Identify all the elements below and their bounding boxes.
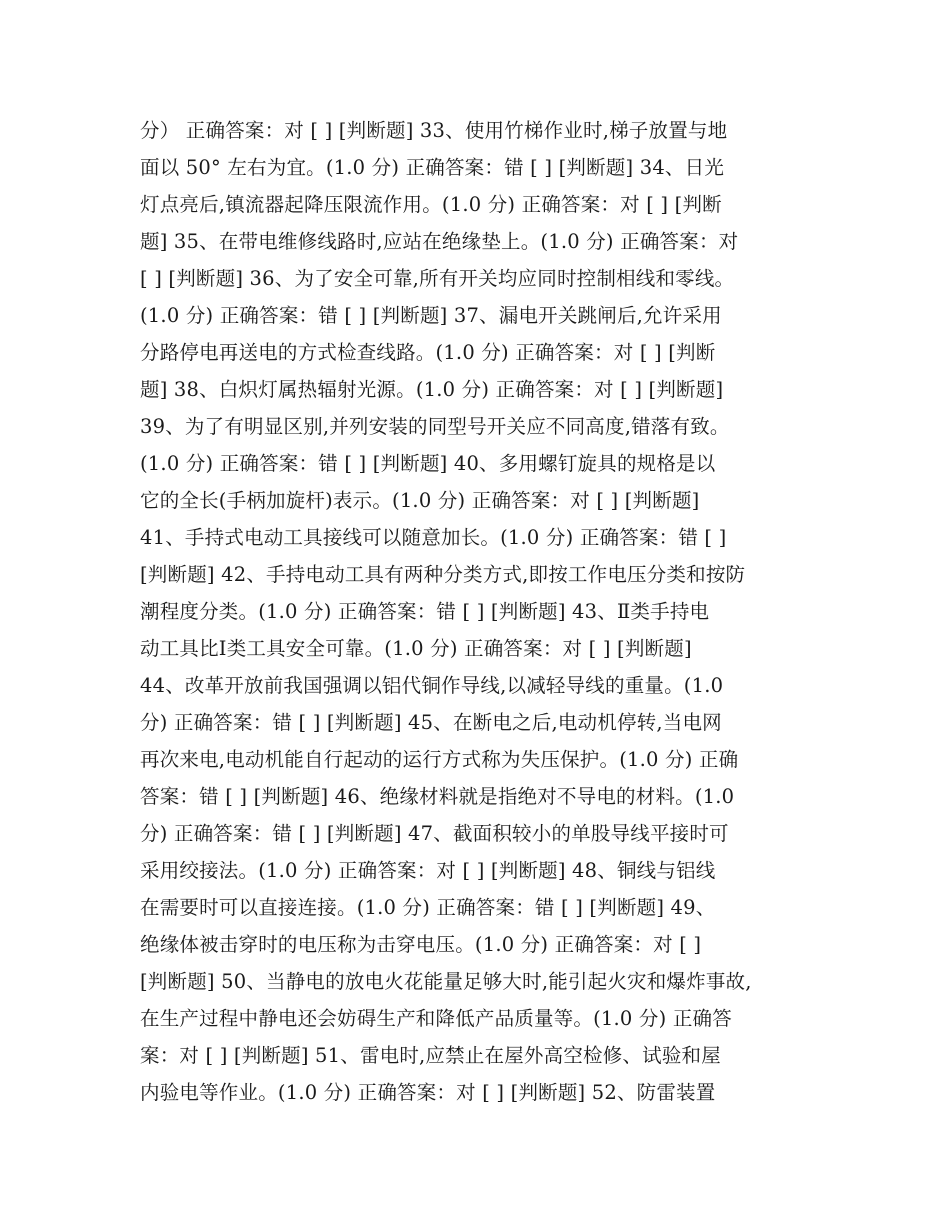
text-line: 分) 正确答案：错 [ ] [判断题] 47、截面积较小的单股导线平接时可 [140, 822, 729, 845]
text-line: 灯点亮后,镇流器起降压限流作用。(1.0 分) 正确答案：对 [ ] [判断 [140, 193, 722, 216]
text-line: (1.0 分) 正确答案：错 [ ] [判断题] 37、漏电开关跳闸后,允许采用 [140, 304, 722, 327]
text-line: 潮程度分类。(1.0 分) 正确答案：错 [ ] [判断题] 43、Ⅱ类手持电 [140, 600, 710, 623]
text-line: 44、改革开放前我国强调以铝代铜作导线,以减轻导线的重量。(1.0 [140, 674, 724, 697]
question-text-block [140, 112, 820, 1111]
text-line: 题] 38、白炽灯属热辐射光源。(1.0 分) 正确答案：对 [ ] [判断题] [140, 378, 724, 401]
text-line: 在需要时可以直接连接。(1.0 分) 正确答案：错 [ ] [判断题] 49、 [140, 896, 716, 919]
text-line: 39、为了有明显区别,并列安装的同型号开关应不同高度,错落有致。 [140, 415, 730, 438]
text-line: 分路停电再送电的方式检查线路。(1.0 分) 正确答案：对 [ ] [判断 [140, 341, 716, 364]
text-line: 它的全长(手柄加旋杆)表示。(1.0 分) 正确答案：对 [ ] [判断题] [140, 489, 700, 512]
text-line: [ ] [判断题] 36、为了安全可靠,所有开关均应同时控制相线和零线。 [140, 267, 735, 290]
text-line: 再次来电,电动机能自行起动的运行方式称为失压保护。(1.0 分) 正确 [140, 748, 739, 771]
text-line: 题] 35、在带电维修线路时,应站在绝缘垫上。(1.0 分) 正确答案：对 [140, 230, 739, 253]
text-line: (1.0 分) 正确答案：错 [ ] [判断题] 40、多用螺钉旋具的规格是以 [140, 452, 716, 475]
text-line: 面以 50° 左右为宜。(1.0 分) 正确答案：错 [ ] [判断题] 34、日光 [140, 156, 725, 179]
text-line: 分） 正确答案：对 [ ] [判断题] 33、使用竹梯作业时,梯子放置与地 [140, 119, 728, 142]
text-line: [判断题] 50、当静电的放电火花能量足够大时,能引起火灾和爆炸事故, [140, 970, 752, 993]
text-line: 41、手持式电动工具接线可以随意加长。(1.0 分) 正确答案：错 [ ] [140, 526, 727, 549]
text-line: 绝缘体被击穿时的电压称为击穿电压。(1.0 分) 正确答案：对 [ ] [140, 933, 702, 956]
text-line: 动工具比Ⅰ类工具安全可靠。(1.0 分) 正确答案：对 [ ] [判断题] [140, 637, 692, 660]
text-line: [判断题] 42、手持电动工具有两种分类方式,即按工作电压分类和按防 [140, 563, 746, 586]
text-line: 采用绞接法。(1.0 分) 正确答案：对 [ ] [判断题] 48、铜线与铝线 [140, 859, 716, 882]
text-line: 内验电等作业。(1.0 分) 正确答案：对 [ ] [判断题] 52、防雷装置 [140, 1081, 716, 1104]
text-line: 答案：错 [ ] [判断题] 46、绝缘材料就是指绝对不导电的材料。(1.0 [140, 785, 735, 808]
text-line: 案：对 [ ] [判断题] 51、雷电时,应禁止在屋外高空检修、试验和屋 [140, 1044, 721, 1067]
text-line: 在生产过程中静电还会妨碍生产和降低产品质量等。(1.0 分) 正确答 [140, 1007, 732, 1030]
text-line: 分) 正确答案：错 [ ] [判断题] 45、在断电之后,电动机停转,当电网 [140, 711, 722, 734]
